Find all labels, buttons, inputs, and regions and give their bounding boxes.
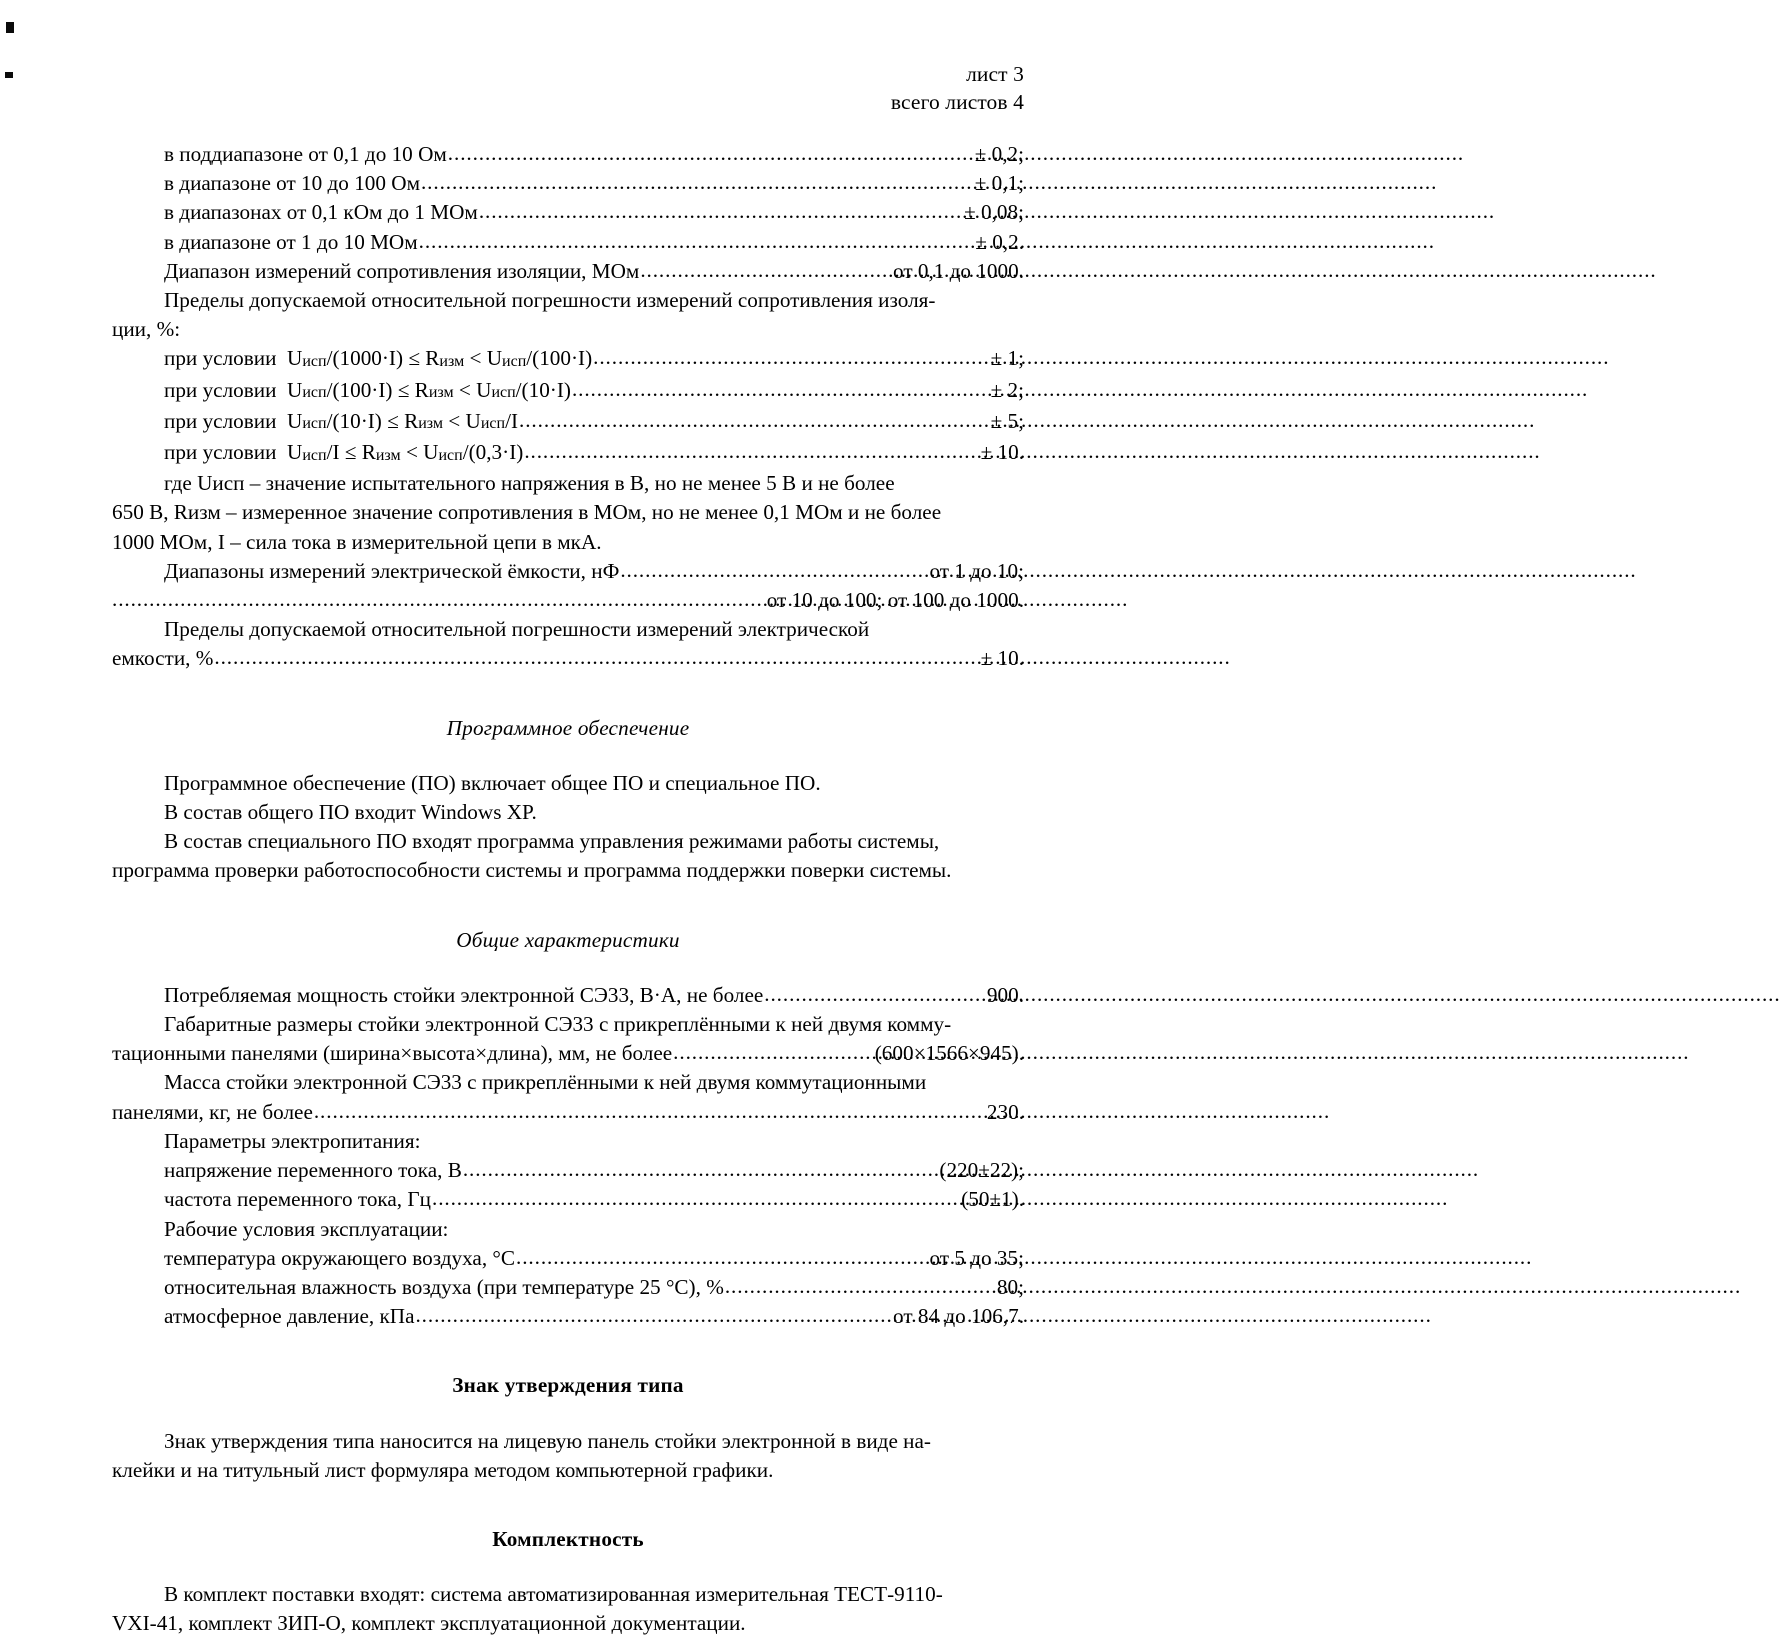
row-value: ± 5; (990, 408, 1024, 433)
intro-line-1: Пределы допускаемой относительной погрешности измерений сопротивления изоля- (164, 288, 936, 313)
row-value: ± 2; (990, 377, 1024, 402)
leader-row (164, 257, 1024, 286)
completeness-line-2: VXI-41, комплект ЗИП-О, комплект эксплуатационной документации. (112, 1611, 746, 1636)
row-label: в диапазоне от 10 до 100 Ом (164, 171, 420, 196)
leader-row (164, 169, 1024, 198)
dot-leader (421, 172, 974, 193)
leader-row (164, 140, 1024, 169)
dot-leader (519, 410, 990, 431)
limits-intro: Пределы допускаемой относительной погрешности измерений электрической (164, 617, 870, 642)
mass-line-1: Масса стойки электронной СЭ33 с прикреплёнными к ней двумя коммутационными (164, 1070, 927, 1095)
power-parameters-group (112, 1127, 1024, 1215)
insulation-notation-paragraph (112, 469, 1024, 557)
dot-leader (112, 589, 766, 610)
section-heading-completeness: Комплектность (492, 1526, 644, 1551)
notation-line-1: где Uисп – значение испытательного напряжения в В, но не менее 5 В и не более (164, 471, 895, 496)
leader-row (112, 644, 1024, 673)
document-body (112, 140, 1024, 1639)
row-value: ± 1; (990, 346, 1024, 371)
condition-formula: при условии Uисп/I ≤ Rизм < Uисп/(0,3·I) (164, 440, 524, 465)
leader-row (164, 1273, 1024, 1302)
capacitance-limits-block (112, 615, 1024, 673)
row-value: от 84 до 106,7. (893, 1304, 1024, 1329)
dot-leader (448, 143, 974, 164)
row-value: (50±1). (961, 1187, 1024, 1212)
condition-formula: при условии Uисп/(1000·I) ≤ Rизм < Uисп/(100·I) (164, 346, 593, 371)
software-paragraph-3-line1: В состав специального ПО входят программа управления режимами работы системы, (164, 829, 940, 854)
row-label: Диапазоны измерений электрической ёмкости, нФ (164, 558, 620, 583)
dot-leader (640, 260, 892, 281)
dot-leader (764, 984, 986, 1005)
dot-leader (314, 1101, 986, 1122)
row-label: Диапазон измерений сопротивления изоляции, МОм (164, 258, 640, 283)
row-value: 80; (996, 1274, 1024, 1299)
row-value: 230. (986, 1099, 1024, 1124)
general-body (112, 981, 1024, 1331)
dot-leader (463, 1159, 939, 1180)
row-value: (600×1566×945). (874, 1041, 1024, 1066)
row-value: ± 0,08; (964, 200, 1024, 225)
completeness-body (112, 1580, 1024, 1638)
total-sheets: всего листов 4 (890, 90, 1024, 114)
leader-row (164, 438, 1024, 469)
dot-leader (725, 1276, 996, 1297)
dot-leader (516, 1247, 928, 1268)
approval-mark-body (112, 1427, 1024, 1485)
leader-row (164, 1244, 1024, 1273)
row-label: панелями, кг, не более (112, 1099, 313, 1124)
scan-artifact-mark (6, 22, 14, 33)
leader-row (164, 344, 1024, 375)
row-value: от 0,1 до 1000. (893, 258, 1024, 283)
insulation-limits-intro (112, 286, 1024, 344)
dot-leader (593, 347, 989, 368)
dot-leader (572, 379, 990, 400)
software-paragraph-1: Программное обеспечение (ПО) включает общее ПО и специальное ПО. (164, 770, 821, 795)
software-paragraph-3-line2: программа проверки работоспособности системы и программа поддержки поверки системы. (112, 858, 952, 883)
leader-row (164, 1302, 1024, 1331)
power-parameters-heading: Параметры электропитания: (164, 1128, 421, 1153)
row-label: Потребляемая мощность стойки электронной СЭ33, В·А, не более (164, 982, 764, 1007)
section-heading-approval-mark: Знак утверждения типа (452, 1373, 684, 1398)
leader-row (164, 407, 1024, 438)
row-value: ± 0,2. (975, 229, 1024, 254)
software-body (112, 769, 1024, 886)
leader-row (164, 557, 1024, 586)
row-label: температура окружающего воздуха, °С (164, 1245, 516, 1270)
dot-leader (419, 231, 975, 252)
row-label: емкости, % (112, 646, 214, 671)
leader-row (164, 1156, 1024, 1185)
dimensions-line-1: Габаритные размеры стойки электронной СЭ33 с прикреплёнными к ней двумя комму- (164, 1012, 952, 1037)
leader-row (164, 981, 1024, 1010)
section-heading-general: Общие характеристики (456, 927, 680, 952)
row-value: ± 0,1; (974, 171, 1024, 196)
operating-conditions-group (112, 1215, 1024, 1332)
intro-line-2: ции, %: (112, 317, 181, 342)
row-value: от 10 до 100; от 100 до 1000. (766, 588, 1024, 613)
approval-line-1: Знак утверждения типа наносится на лицевую панель стойки электронной в виде на- (164, 1428, 931, 1453)
leader-row (112, 1039, 1024, 1068)
completeness-line-1: В комплект поставки входят: система автоматизированная измерительная ТЕСТ-9110- (164, 1582, 943, 1607)
row-label: относительная влажность воздуха (при температуре 25 °С), % (164, 1274, 724, 1299)
row-label: в поддиапазоне от 0,1 до 10 Ом (164, 142, 447, 166)
leader-row (164, 1185, 1024, 1214)
dot-leader (214, 647, 979, 668)
row-label: напряжение переменного тока, В (164, 1158, 462, 1183)
row-value: от 1 до 10; (929, 558, 1024, 583)
row-label: тационными панелями (ширина×высота×длина), мм, не более (112, 1041, 673, 1066)
leader-row (164, 198, 1024, 227)
row-label: атмосферное давление, кПа (164, 1304, 415, 1329)
leader-row-continuation (112, 586, 1024, 615)
leader-row (164, 228, 1024, 257)
leader-row (164, 376, 1024, 407)
dot-leader (620, 560, 928, 581)
notation-line-2: 650 В, Rизм – измеренное значение сопротивления в МОм, но не менее 0,1 МОм и не более (112, 500, 942, 525)
dot-leader (479, 201, 963, 222)
notation-line-3: 1000 МОм, I – сила тока в измерительной цепи в мкА. (112, 529, 602, 554)
dot-leader (415, 1305, 892, 1326)
sheet-number: лист 3 (966, 62, 1024, 86)
row-value: ± 10. (980, 646, 1024, 671)
row-value: ± 0,2; (974, 142, 1024, 166)
capacitance-range-block (112, 557, 1024, 615)
insulation-conditions-list (112, 344, 1024, 469)
row-label: в диапазонах от 0,1 кОм до 1 МОм (164, 200, 478, 225)
approval-line-2: клейки и на титульный лист формуляра методом компьютерной графики. (112, 1457, 774, 1482)
dot-leader (673, 1042, 874, 1063)
scan-artifact-mark (5, 72, 13, 78)
page-header (891, 60, 1024, 116)
condition-formula: при условии Uисп/(10·I) ≤ Rизм < Uисп/I (164, 408, 519, 433)
row-value: от 5 до 35; (929, 1245, 1024, 1270)
software-paragraph-2: В состав общего ПО входит Windows XP. (164, 800, 537, 825)
row-value: ± 10. (980, 440, 1024, 465)
row-label: частота переменного тока, Гц (164, 1187, 431, 1212)
leader-row (112, 1098, 1024, 1127)
resistance-subrange-list (112, 140, 1024, 257)
dot-leader (524, 441, 979, 462)
condition-formula: при условии Uисп/(100·I) ≤ Rизм < Uисп/(10·I) (164, 377, 571, 402)
row-label: в диапазоне от 1 до 10 МОм (164, 229, 418, 254)
operating-conditions-heading: Рабочие условия эксплуатации: (164, 1216, 449, 1241)
insulation-range-row (112, 257, 1024, 286)
row-value: (220±22); (939, 1158, 1024, 1183)
dot-leader (432, 1188, 960, 1209)
section-heading-software: Программное обеспечение (446, 715, 690, 740)
row-value: 900. (986, 982, 1024, 1007)
